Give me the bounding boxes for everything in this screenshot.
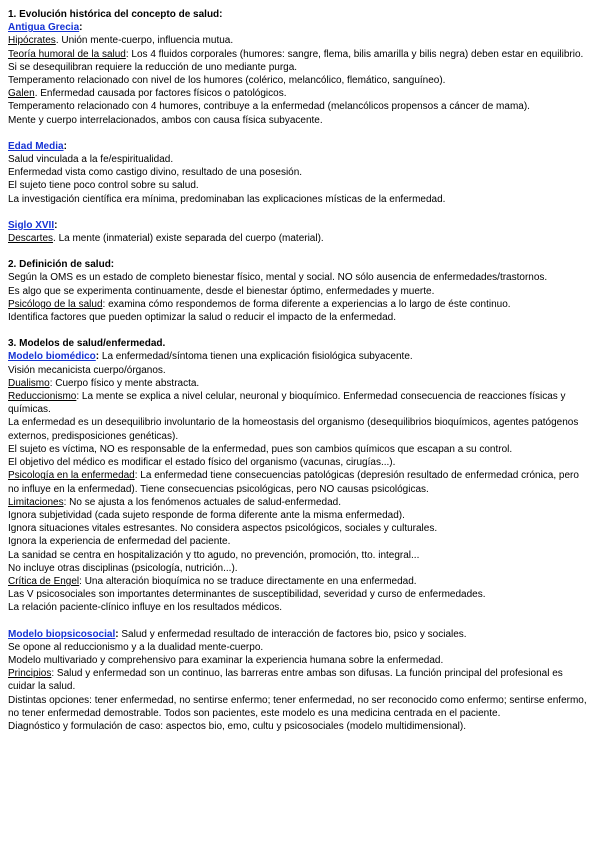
heading-colon: : bbox=[79, 22, 83, 34]
edad-media-line-3: El sujeto tiene poco control sobre su salud. bbox=[8, 180, 199, 192]
section-2-heading: 2. Definición de salud: bbox=[8, 259, 115, 271]
edad-media-heading bbox=[8, 140, 588, 153]
dualismo-text: : Cuerpo físico y mente abstracta. bbox=[49, 377, 200, 389]
hipocrates-term: Hipócrates bbox=[8, 35, 56, 47]
psicologo-line bbox=[8, 298, 588, 311]
definicion-line-2: Es algo que se experimenta continuamente, desde el bienestar óptimo, enfermedades y muerte. bbox=[8, 285, 435, 297]
antigua-grecia-heading bbox=[8, 21, 588, 34]
teoria-humoral-term: Teoría humoral de la salud bbox=[8, 48, 126, 60]
principios-text: : Salud y enfermedad son un continuo, las barreras entre ambas son difusas. La función principal del profesional es cuidar la salud. bbox=[8, 668, 563, 693]
siglo-xvii-heading bbox=[8, 219, 588, 232]
modelo-biomedico-link[interactable]: Modelo biomédico bbox=[8, 351, 96, 363]
psicologia-enfermedad-term: Psicología en la enfermedad bbox=[8, 470, 135, 482]
galen-line bbox=[8, 87, 588, 100]
galen-term: Galen bbox=[8, 88, 35, 100]
edad-media-line-2: Enfermedad vista como castigo divino, resultado de una posesión. bbox=[8, 167, 303, 179]
section-1-heading: 1. Evolución histórica del concepto de salud: bbox=[8, 9, 223, 20]
heading-colon: : bbox=[54, 219, 58, 231]
hipocrates-text: . Unión mente-cuerpo, influencia mutua. bbox=[55, 35, 234, 47]
critica-engel-text: : Una alteración bioquímica no se traduce directamente en una enfermedad. bbox=[79, 575, 417, 587]
psicologo-text: : examina cómo respondemos de forma diferente a experiencias a lo largo de éste continuo. bbox=[102, 298, 511, 310]
teoria-humoral-line bbox=[8, 48, 588, 74]
hipocrates-line bbox=[8, 34, 588, 47]
modelo-biomedico-intro: La enfermedad/síntoma tienen una explicación fisiológica subyacente. bbox=[99, 351, 413, 363]
spacer bbox=[8, 127, 588, 140]
psicologo-term: Psicólogo de la salud bbox=[8, 298, 103, 310]
psicologia-enfermedad-line bbox=[8, 469, 588, 495]
limitaciones-line bbox=[8, 496, 588, 509]
descartes-line bbox=[8, 232, 588, 245]
multivariado-line: Modelo multivariado y comprehensivo para examinar la experiencia humana sobre la enfermedad. bbox=[8, 654, 444, 666]
mente-cuerpo-line: Mente y cuerpo interrelacionados, ambos con causa física subyacente. bbox=[8, 114, 323, 126]
psicologia-enfermedad-text: : La enfermedad tiene consecuencias patológicas (depresión resultado de enfermedad crónica, pero no influye en la enfermedad). Tiene consecuencias psicológicas, pero NO causas psicológicas. bbox=[8, 470, 579, 495]
no-incluye-line: No incluye otras disciplinas (psicología, nutrición...). bbox=[8, 562, 238, 574]
distintas-opciones-line: Distintas opciones: tener enfermedad, no sentirse enfermo; tener enfermedad, no ser reconocido como enfermo; sentirse enfermo, no tener enfermedad demostrable. Todos son pacientes, este modelo es una medicina centrada en el paciente. bbox=[8, 694, 587, 719]
reduccionismo-line bbox=[8, 390, 588, 416]
dualismo-term: Dualismo bbox=[8, 377, 50, 389]
objetivo-line: El objetivo del médico es modificar el estado físico del organismo (vacunas, cirugías...). bbox=[8, 457, 396, 469]
definicion-line-4: Identifica factores que pueden optimizar la salud o reducir el impacto de la enfermedad. bbox=[8, 312, 397, 324]
modelo-biopsicosocial-link[interactable]: Modelo biopsicosocial bbox=[8, 628, 116, 640]
descartes-text: . La mente (inmaterial) existe separada del cuerpo (material). bbox=[53, 233, 324, 245]
edad-media-line-4: La investigación científica era mínima, predominaban las explicaciones místicas de la enfermedad. bbox=[8, 193, 446, 205]
edad-media-line-1: Salud vinculada a la fe/espiritualidad. bbox=[8, 154, 174, 166]
principios-term: Principios bbox=[8, 668, 52, 680]
variables-psicosociales-line: Las V psicosociales son importantes determinantes de susceptibilidad, severidad y curso de enfermedades. bbox=[8, 589, 486, 601]
critica-engel-line bbox=[8, 575, 588, 588]
modelo-biopsicosocial-line bbox=[8, 628, 588, 641]
relacion-line: La relación paciente-clínico influye en los resultados médicos. bbox=[8, 602, 283, 614]
desequilibrio-line: La enfermedad es un desequilibrio involuntario de la homeostasis del organismo (desequilibrios bioquímicos, agentes patógenos externos, predisposiciones genéticas). bbox=[8, 417, 579, 442]
diagnostico-line: Diagnóstico y formulación de caso: aspectos bio, emo, cultu y psicosociales (modelo multidimensional). bbox=[8, 720, 466, 732]
temperamento-line-2: Temperamento relacionado con 4 humores, contribuye a la enfermedad (melancólicos propensos a cáncer de mama). bbox=[8, 101, 530, 113]
teoria-humoral-text: : Los 4 fluidos corporales (humores: sangre, flema, bilis amarilla y bilis negra) deben estar en equilibrio. Si se desequilibran requiere la reducción de uno mediante purga. bbox=[8, 48, 584, 73]
ignora-line-2: Ignora situaciones vitales estresantes. No considera aspectos psicológicos, sociales y culturales. bbox=[8, 523, 438, 535]
section-3-heading: 3. Modelos de salud/enfermedad. bbox=[8, 338, 166, 350]
descartes-term: Descartes bbox=[8, 233, 54, 245]
temperamento-line-1: Temperamento relacionado con nivel de los humores (colérico, melancólico, flemático, sanguíneo). bbox=[8, 75, 446, 87]
spacer bbox=[8, 206, 588, 219]
galen-text: . Enfermedad causada por factores físicos o patológicos. bbox=[34, 88, 287, 100]
siglo-xvii-link[interactable]: Siglo XVII bbox=[8, 219, 55, 231]
heading-colon: : bbox=[63, 140, 67, 152]
opone-line: Se opone al reduccionismo y a la dualidad mente-cuerpo. bbox=[8, 641, 264, 653]
limitaciones-text: : No se ajusta a los fenómenos actuales de salud-enfermedad. bbox=[63, 496, 341, 508]
sanidad-line: La sanidad se centra en hospitalización y tto agudo, no prevención, promoción, tto. integral... bbox=[8, 549, 420, 561]
reduccionismo-term: Reduccionismo bbox=[8, 391, 77, 403]
reduccionismo-text: : La mente se explica a nivel celular, neuronal y bioquímico. Enfermedad consecuencia de reacciones físicas y químicas. bbox=[8, 391, 566, 416]
modelo-biomedico-line bbox=[8, 350, 588, 363]
victima-line: El sujeto es víctima, NO es responsable de la enfermedad, pues son cambios químicos que escapan a su control. bbox=[8, 443, 513, 455]
spacer bbox=[8, 324, 588, 337]
spacer bbox=[8, 615, 588, 628]
limitaciones-term: Limitaciones bbox=[8, 496, 64, 508]
heading-colon: : bbox=[95, 351, 100, 363]
dualismo-line bbox=[8, 377, 588, 390]
ignora-line-3: Ignora la experiencia de enfermedad del paciente. bbox=[8, 536, 231, 548]
heading-colon: : bbox=[115, 628, 119, 640]
antigua-grecia-link[interactable]: Antigua Grecia bbox=[8, 22, 80, 34]
edad-media-link[interactable]: Edad Media bbox=[8, 140, 64, 152]
modelo-biopsicosocial-intro: Salud y enfermedad resultado de interacción de factores bio, psico y sociales. bbox=[118, 628, 467, 640]
definicion-line-1: Según la OMS es un estado de completo bienestar físico, mental y social. NO sólo ausencia de enfermedades/trastornos. bbox=[8, 272, 548, 284]
critica-engel-term: Crítica de Engel bbox=[8, 575, 80, 587]
principios-line bbox=[8, 667, 588, 693]
ignora-line-1: Ignora subjetividad (cada sujeto responde de forma diferente ante la misma enfermedad). bbox=[8, 509, 405, 521]
spacer bbox=[8, 245, 588, 258]
vision-line: Visión mecanicista cuerpo/órganos. bbox=[8, 364, 166, 376]
